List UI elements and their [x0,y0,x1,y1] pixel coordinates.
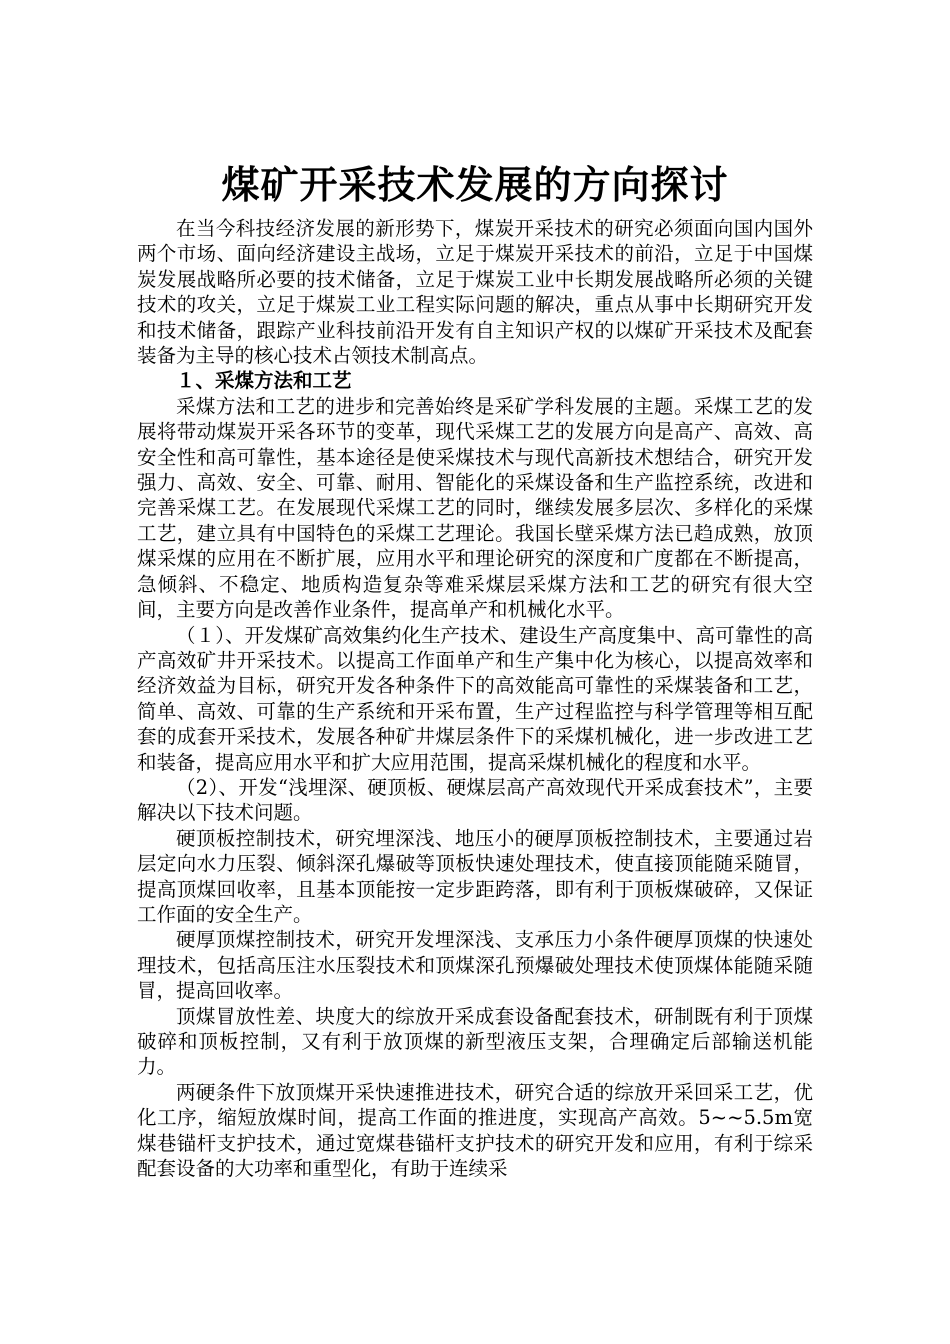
fast-advance-paragraph: 两硬条件下放顶煤开采快速推进技术，研究合适的综放开采回采工艺，优化工序，缩短放煤时间，提高工作面的推进度，实现高产高效。5~~5.5m宽煤巷锚杆支护技术，通过宽煤巷锚杆支护技术的研究开发和应用，有利于综采配套设备的大功率和重型化，有助于连续采 [137,1080,813,1181]
item-2-paragraph: （2）、开发“浅埋深、硬顶板、硬煤层高产高效现代开采成套技术”，主要解决以下技术问题。 [137,775,813,825]
item-1-paragraph: （１）、开发煤矿高效集约化生产技术、建设生产高度集中、高可靠性的高产高效矿井开采技术。以提高工作面单产和生产集中化为核心，以提高效率和经济效益为目标，研究开发各种条件下的高效能高可靠性的采煤装备和工艺，简单、高效、可靠的生产系统和开采布置，生产过程监控与科学管理等相互配套的成套开采技术，发展各种矿井煤层条件下的采煤机械化，进一步改进工艺和装备，提高应用水平和扩大应用范围，提高采煤机械化的程度和水平。 [137,623,813,774]
hard-coal-paragraph: 硬厚顶煤控制技术，研究开发埋深浅、支承压力小条件硬厚顶煤的快速处理技术，包括高压注水压裂技术和顶煤深孔预爆破处理技术使顶煤体能随采随冒，提高回收率。 [137,928,813,1003]
equipment-paragraph: 顶煤冒放性差、块度大的综放开采成套设备配套技术，研制既有利于顶煤破碎和顶板控制，又有利于放顶煤的新型液压支架，合理确定后部输送机能力。 [137,1004,813,1079]
section-heading: １、采煤方法和工艺 [176,369,352,393]
section-body-paragraph: 采煤方法和工艺的进步和完善始终是采矿学科发展的主题。采煤工艺的发展将带动煤炭开采各环节的变革，现代采煤工艺的发展方向是高产、高效、高安全性和高可靠性，基本途径是使采煤技术与现代高新技术想结合，研究开发强力、高效、安全、可靠、耐用、智能化的采煤设备和生产监控系统，改进和完善采煤工艺。在发展现代采煤工艺的同时，继续发展多层次、多样化的采煤工艺，建立具有中国特色的采煤工艺理论。我国长壁采煤方法已趋成熟，放顶煤采煤的应用在不断扩展，应用水平和理论研究的深度和广度都在不断提高，急倾斜、不稳定、地质构造复杂等难采煤层采煤方法和工艺的研究有很大空间，主要方向是改善作业条件，提高单产和机械化水平。 [137,394,813,622]
document-page [137,160,813,1181]
hard-roof-paragraph: 硬顶板控制技术，研究埋深浅、地压小的硬厚顶板控制技术，主要通过岩层定向水力压裂、倾斜深孔爆破等顶板快速处理技术，使直接顶能随采随冒，提高顶煤回收率，且基本顶能按一定步距跨落，即有利于顶板煤破碎，又保证工作面的安全生产。 [137,826,813,926]
document-title: 煤矿开采技术发展的方向探讨 [221,162,729,207]
intro-paragraph: 在当今科技经济发展的新形势下，煤炭开采技术的研究必须面向国内国外两个市场、面向经济建设主战场，立足于煤炭开采技术的前沿，立足于中国煤炭发展战略所必要的技术储备，立足于煤炭工业中长期发展战略所必须的关键技术的攻关，立足于煤炭工业工程实际问题的解决，重点从事中长期研究开发和技术储备，跟踪产业科技前沿开发有自主知识产权的以煤矿开采技术及配套装备为主导的核心技术占领技术制高点。 [137,217,813,368]
